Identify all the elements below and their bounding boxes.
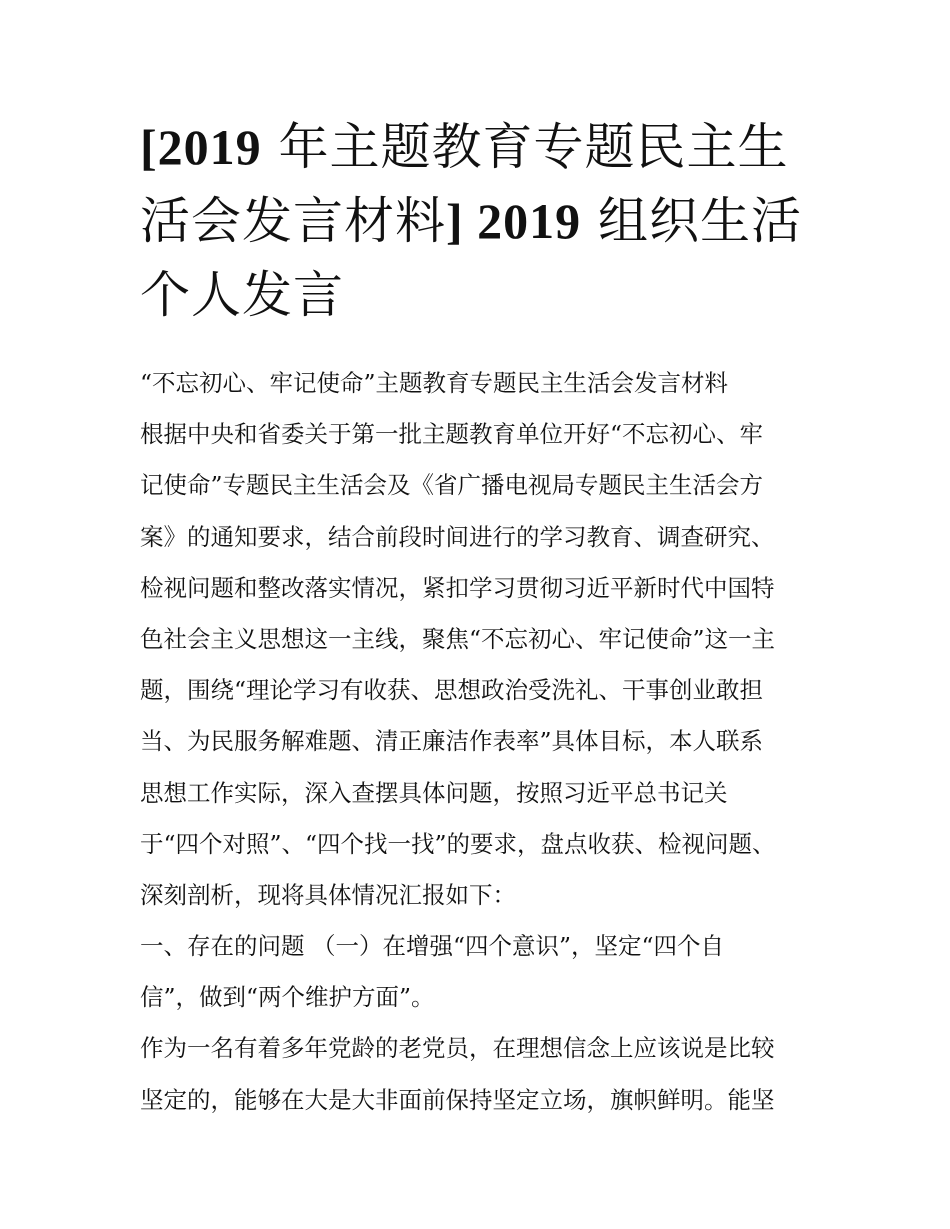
title-line-1: [2019 年主题教育专题民主生 [140, 118, 789, 176]
body-line: 于“四个对照”、“四个找一找”的要求，盘点收获、检视问题、 [140, 829, 776, 858]
body-line: 色社会主义思想这一主线，聚焦“不忘初心、牢记使命”这一主 [140, 624, 776, 653]
body-line: 根据中央和省委关于第一批主题教育单位开好“不忘初心、牢 [140, 420, 764, 449]
title-line-2: 活会发言材料] 2019 组织生活 [140, 192, 803, 250]
document-title [140, 110, 820, 332]
body-line: 记使命”专题民主生活会及《省广播电视局专题民主生活会方 [140, 471, 764, 500]
body-line: 案》的通知要求，结合前段时间进行的学习教育、调查研究、 [140, 522, 775, 551]
body-line: 题，围绕“理论学习有收获、思想政治受洗礼、干事创业敢担 [140, 676, 764, 705]
body-line: “不忘初心、牢记使命”主题教育专题民主生活会发言材料 [140, 369, 729, 397]
body-line: 作为一名有着多年党龄的老党员，在理想信念上应该说是比较 [140, 1034, 775, 1063]
body-line: 坚定的，能够在大是大非面前保持坚定立场，旗帜鲜明。能坚 [140, 1085, 775, 1114]
document-body [140, 358, 820, 1126]
section-heading-line: 信”，做到“两个维护方面”。 [140, 983, 435, 1012]
body-line: 检视问题和整改落实情况，紧扣学习贯彻习近平新时代中国特 [140, 573, 775, 602]
body-line: 深刻剖析，现将具体情况汇报如下： [140, 880, 516, 909]
body-line: 思想工作实际，深入查摆具体问题，按照习近平总书记关 [140, 778, 728, 807]
body-line: 当、为民服务解难题、清正廉洁作表率”具体目标，本人联系 [140, 727, 764, 756]
section-heading-line: 一、存在的问题 （一）在增强“四个意识”，坚定“四个自 [140, 932, 725, 961]
title-line-3: 个人发言 [140, 266, 344, 324]
